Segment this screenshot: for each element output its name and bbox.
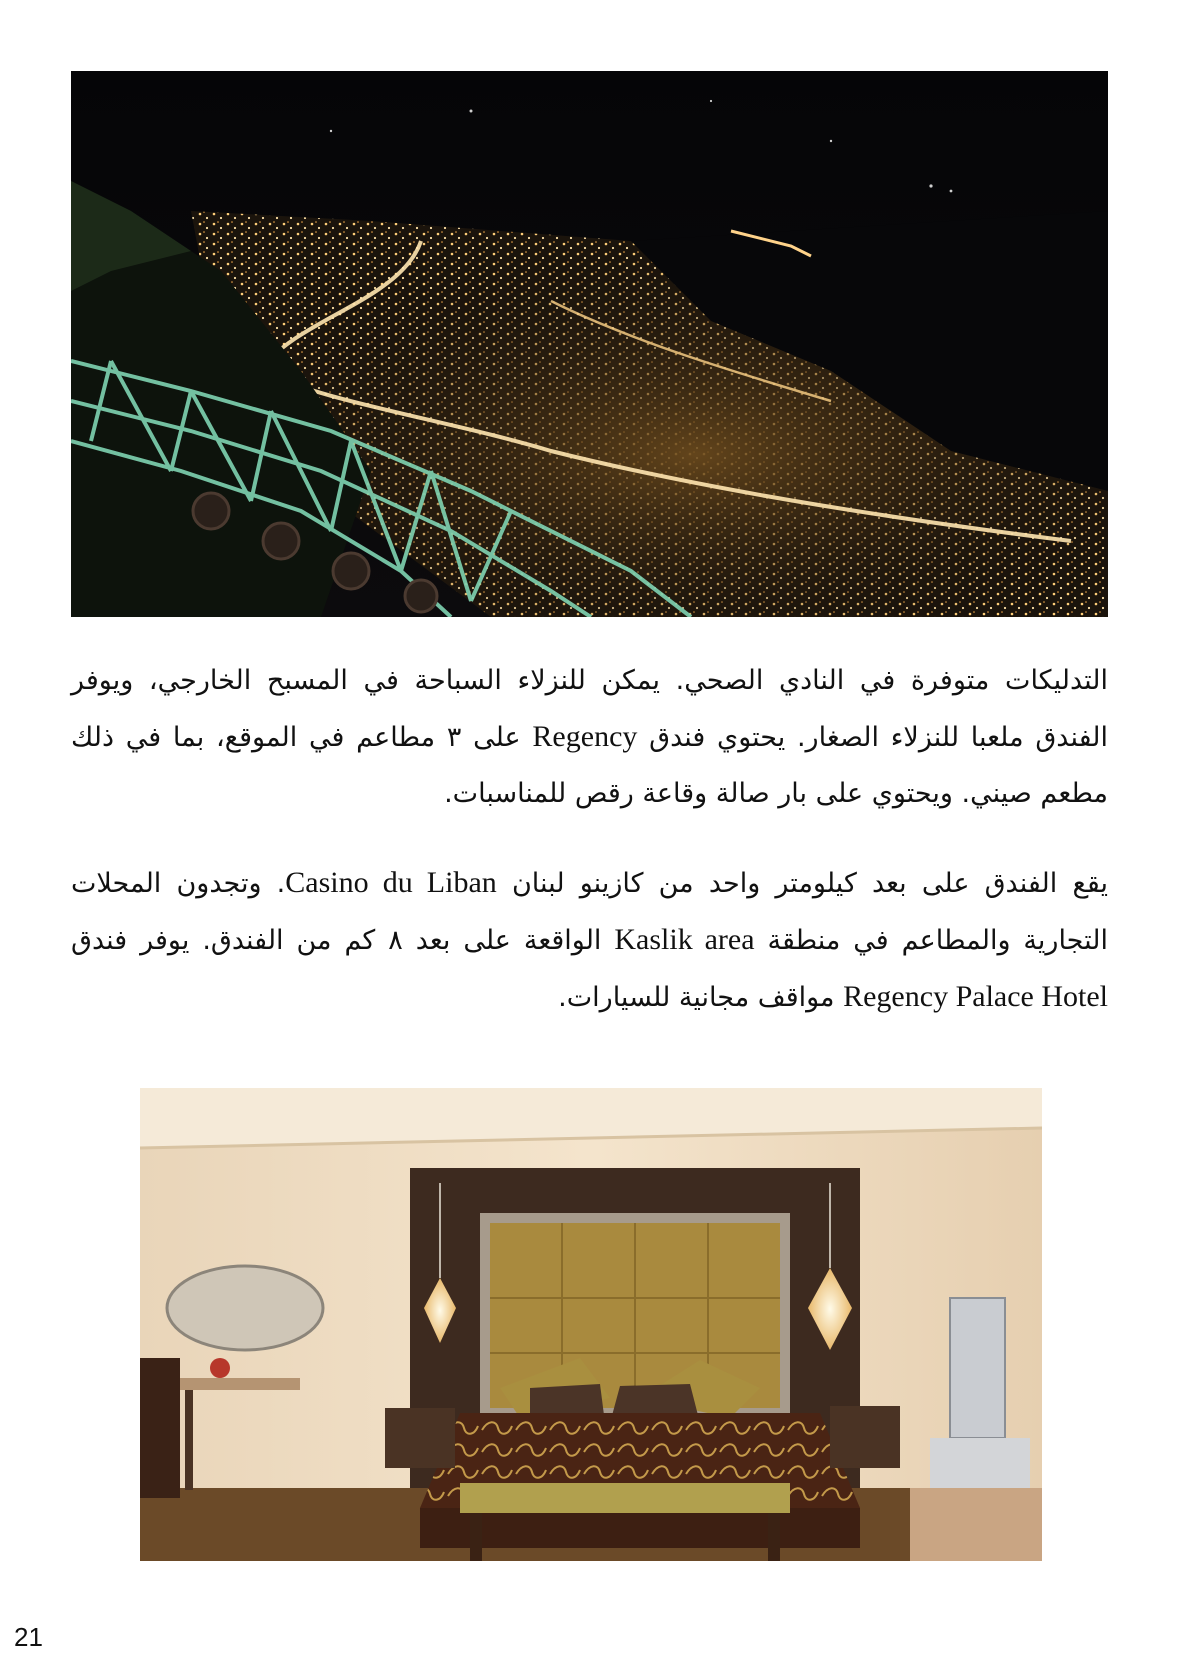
paragraph-2-latin-casino: Casino du Liban xyxy=(285,866,497,899)
paragraph-2-text-c: . وتجدون المحلات التجارية والمطاعم في منطقة xyxy=(71,868,1108,956)
paragraph-facilities xyxy=(71,653,1108,822)
paragraph-1-text-c: على ٣ مطاعم في الموقع، بما في ذلك مطعم صيني. ويحتوي على بار صالة وقاعة رقص للمناسبات. xyxy=(71,722,1108,809)
paragraph-1-latin-regency: Regency xyxy=(532,720,638,753)
night-city-photo xyxy=(71,71,1108,617)
page-number: 21 xyxy=(14,1622,43,1652)
hotel-room-photo xyxy=(140,1088,1042,1561)
hotel-room-illustration xyxy=(140,1088,1042,1561)
paragraph-2-latin-kaslik: Kaslik area xyxy=(614,923,755,956)
paragraph-2-text-g: مواقف مجانية للسيارات. xyxy=(558,982,835,1013)
night-city-illustration xyxy=(71,71,1108,617)
paragraph-2-text-e: الواقعة على بعد ٨ كم من الفندق. يوفر فندق xyxy=(71,925,602,956)
paragraph-location xyxy=(71,855,1108,1026)
paragraph-2-latin-hotel: Regency Palace Hotel xyxy=(843,980,1108,1013)
paragraph-2-text-a: يقع الفندق على بعد كيلومتر واحد من كازينو لبنان xyxy=(511,868,1108,899)
paragraph-1-text-a: التدليكات متوفرة في النادي الصحي. يمكن للنزلاء السباحة في المسبح الخارجي، ويوفر الفندق ملعبا للنزلاء الصغار. يحتوي فندق xyxy=(71,665,1108,753)
